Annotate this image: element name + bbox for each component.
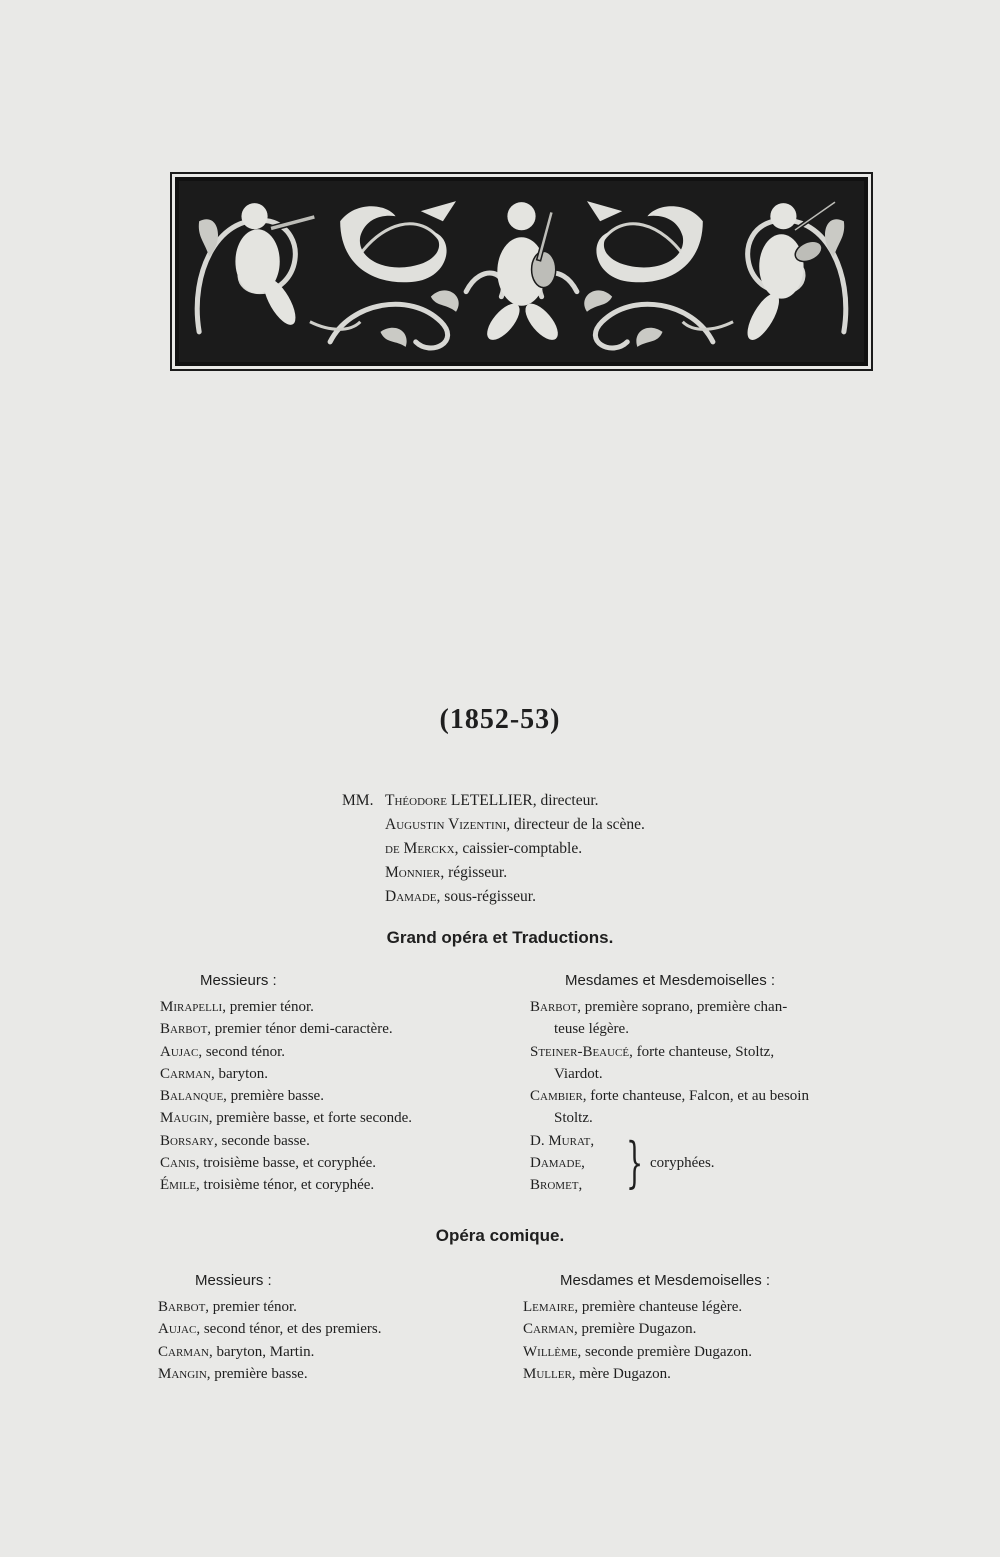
grand-opera-women-list <box>530 996 809 1197</box>
performer-name: Carman <box>160 1065 211 1082</box>
coryphee-name: D. Murat, <box>530 1132 595 1149</box>
performer-role: , première chanteuse légère. <box>574 1299 743 1315</box>
performer-name: Aujac <box>158 1321 197 1338</box>
coryphee-name: Bromet, <box>530 1177 583 1194</box>
performer-role: , baryton, Martin. <box>208 1343 315 1360</box>
list-item <box>523 1318 752 1340</box>
performer-role: , troisième basse, et coryphée. <box>195 1155 377 1172</box>
performer-role: , baryton. <box>210 1065 269 1082</box>
list-item <box>523 1341 752 1363</box>
staff-role: , directeur de la scène. <box>506 816 645 833</box>
staff-role: , caissier-comptable. <box>454 840 583 857</box>
performer-name: Lemaire <box>523 1299 575 1315</box>
coryphees-group <box>530 1130 809 1197</box>
performer-name: Carman <box>158 1343 209 1360</box>
list-item-continuation: Stoltz. <box>554 1110 593 1127</box>
opera-comique-men-list <box>158 1296 382 1385</box>
staff-row <box>342 813 645 837</box>
performer-role: , première soprano, première chan- <box>577 999 788 1015</box>
list-item-continuation: teuse légère. <box>554 1021 629 1038</box>
performer-role: , seconde première Dugazon. <box>577 1343 752 1360</box>
performer-name: Balanque <box>160 1088 224 1105</box>
opera-comique-title: Opéra comique. <box>435 1226 565 1245</box>
list-item <box>160 1063 412 1085</box>
performer-name: Barbot <box>158 1299 206 1315</box>
coryphees-label: coryphées. <box>650 1154 715 1171</box>
list-item <box>160 996 412 1018</box>
list-item <box>160 1174 412 1196</box>
staff-role: , sous-régisseur. <box>436 888 536 905</box>
performer-role: , forte chanteuse, Falcon, et au besoin <box>582 1088 809 1105</box>
performer-name: Cambier <box>530 1088 583 1105</box>
opera-comique-women-list <box>523 1296 752 1385</box>
list-item <box>160 1041 412 1063</box>
performer-name: Muller <box>523 1365 572 1382</box>
performer-name: Willème <box>523 1343 578 1360</box>
list-item <box>160 1085 412 1107</box>
performer-role: , première basse, et forte seconde. <box>208 1110 413 1127</box>
staff-name: de Merckx <box>385 840 455 857</box>
performer-role: , forte chanteuse, Stoltz, <box>629 1043 775 1060</box>
list-item <box>523 1296 752 1318</box>
performer-role: , première basse. <box>223 1088 324 1105</box>
performer-name: Barbot <box>530 999 578 1015</box>
grand-opera-men-list <box>160 996 412 1197</box>
list-item-continuation: Viardot. <box>554 1065 603 1082</box>
performer-name: Barbot <box>160 1021 208 1038</box>
performer-role: , première basse. <box>206 1365 308 1382</box>
list-item <box>160 1152 412 1174</box>
list-item <box>160 1018 412 1040</box>
list-item <box>158 1363 382 1385</box>
staff-name: Monnier <box>385 864 441 881</box>
performer-name: Mangin <box>158 1365 207 1382</box>
coryphee-name: Damade, <box>530 1155 585 1172</box>
list-item <box>160 1130 412 1152</box>
list-item <box>158 1341 382 1363</box>
list-item <box>530 1085 809 1107</box>
performer-role: , premier ténor. <box>222 999 314 1015</box>
grand-opera-women-header: Mesdames et Mesdemoiselles : <box>565 972 776 989</box>
staff-name: Damade <box>385 888 437 905</box>
staff-row <box>342 885 645 909</box>
staff-role: , directeur. <box>532 792 599 809</box>
staff-name: Augustin Vizentini <box>385 816 507 833</box>
curly-brace-icon: } <box>626 1130 644 1194</box>
list-item <box>530 1041 809 1063</box>
staff-role: , régisseur. <box>440 864 508 881</box>
performer-name: Émile <box>160 1177 197 1194</box>
list-item <box>158 1318 382 1340</box>
performer-name: Canis <box>160 1155 196 1172</box>
performer-name: Maugin <box>160 1110 209 1127</box>
ornamental-headpiece <box>175 177 868 366</box>
opera-comique-men-header: Messieurs : <box>195 1272 272 1289</box>
staff-name: Théodore <box>385 792 448 809</box>
staff-row <box>342 837 645 861</box>
performer-role: , mère Dugazon. <box>571 1365 671 1382</box>
season-year: (1852-53) <box>439 704 561 735</box>
staff-row <box>342 789 645 813</box>
staff-surname: LETELLIER <box>450 792 533 809</box>
opera-comique-women-header: Mesdames et Mesdemoiselles : <box>560 1272 771 1289</box>
list-item <box>530 996 809 1018</box>
list-item <box>523 1363 752 1385</box>
performer-role: , première Dugazon. <box>573 1321 697 1338</box>
performer-role: , premier ténor. <box>205 1299 297 1315</box>
performer-role: , seconde basse. <box>214 1132 310 1149</box>
staff-row <box>342 861 645 885</box>
list-item <box>160 1107 412 1129</box>
performer-name: Carman <box>523 1321 574 1338</box>
grand-opera-title: Grand opéra et Traductions. <box>386 928 614 947</box>
performer-name: Steiner-Beaucé <box>530 1043 630 1060</box>
list-item <box>158 1296 382 1318</box>
performer-name: Borsary <box>160 1132 215 1149</box>
performer-role: , troisième ténor, et coryphée. <box>196 1177 375 1194</box>
performer-role: , second ténor, et des premiers. <box>196 1321 382 1338</box>
performer-name: Mirapelli <box>160 999 223 1015</box>
performer-role: , premier ténor demi-caractère. <box>207 1021 393 1038</box>
performer-role: , second ténor. <box>198 1043 285 1060</box>
grand-opera-men-header: Messieurs : <box>200 972 277 989</box>
staff-list <box>342 789 645 909</box>
performer-name: Aujac <box>160 1043 199 1060</box>
staff-prefix: MM. <box>342 792 374 809</box>
